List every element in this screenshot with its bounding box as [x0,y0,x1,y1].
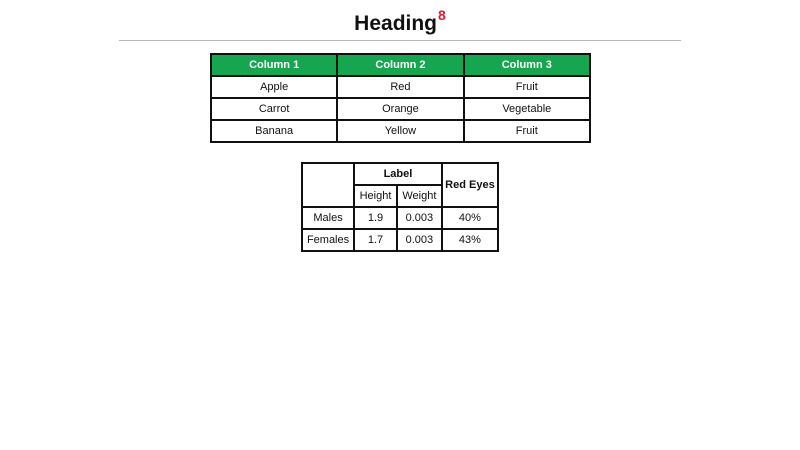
table-row [211,120,590,142]
table-cell: Vegetable [464,98,590,120]
row-label: Males [302,207,354,229]
table-row [302,207,498,229]
table-cell: Orange [337,98,463,120]
table-cell: Apple [211,76,337,98]
height-subheader: Height [354,185,397,207]
column-header: Column 2 [337,54,463,76]
column-header: Column 1 [211,54,337,76]
table-header-row [211,54,590,76]
table-row [302,229,498,251]
table-cell: 1.9 [354,207,397,229]
weight-subheader: Weight [397,185,442,207]
produce-table [210,53,591,143]
horizontal-rule [119,40,681,41]
table-header-row [302,163,498,185]
table-cell: 0.003 [397,207,442,229]
heading-superscript: 8 [438,7,446,23]
table-cell: 1.7 [354,229,397,251]
table-cell: Carrot [211,98,337,120]
table-cell: Fruit [464,120,590,142]
table-cell: Red [337,76,463,98]
page-title [0,4,800,37]
table-row [211,76,590,98]
column-header: Column 3 [464,54,590,76]
table-cell: Banana [211,120,337,142]
table-row [211,98,590,120]
table-cell: 40% [442,207,498,229]
red-eyes-header: Red Eyes [442,163,498,207]
table-cell: 43% [442,229,498,251]
row-label: Females [302,229,354,251]
heading-text: Heading [354,12,438,35]
table-cell: Fruit [464,76,590,98]
table-cell: Yellow [337,120,463,142]
label-header: Label [354,163,442,185]
table-cell: 0.003 [397,229,442,251]
blank-corner-cell [302,163,354,207]
stats-table [301,162,499,252]
